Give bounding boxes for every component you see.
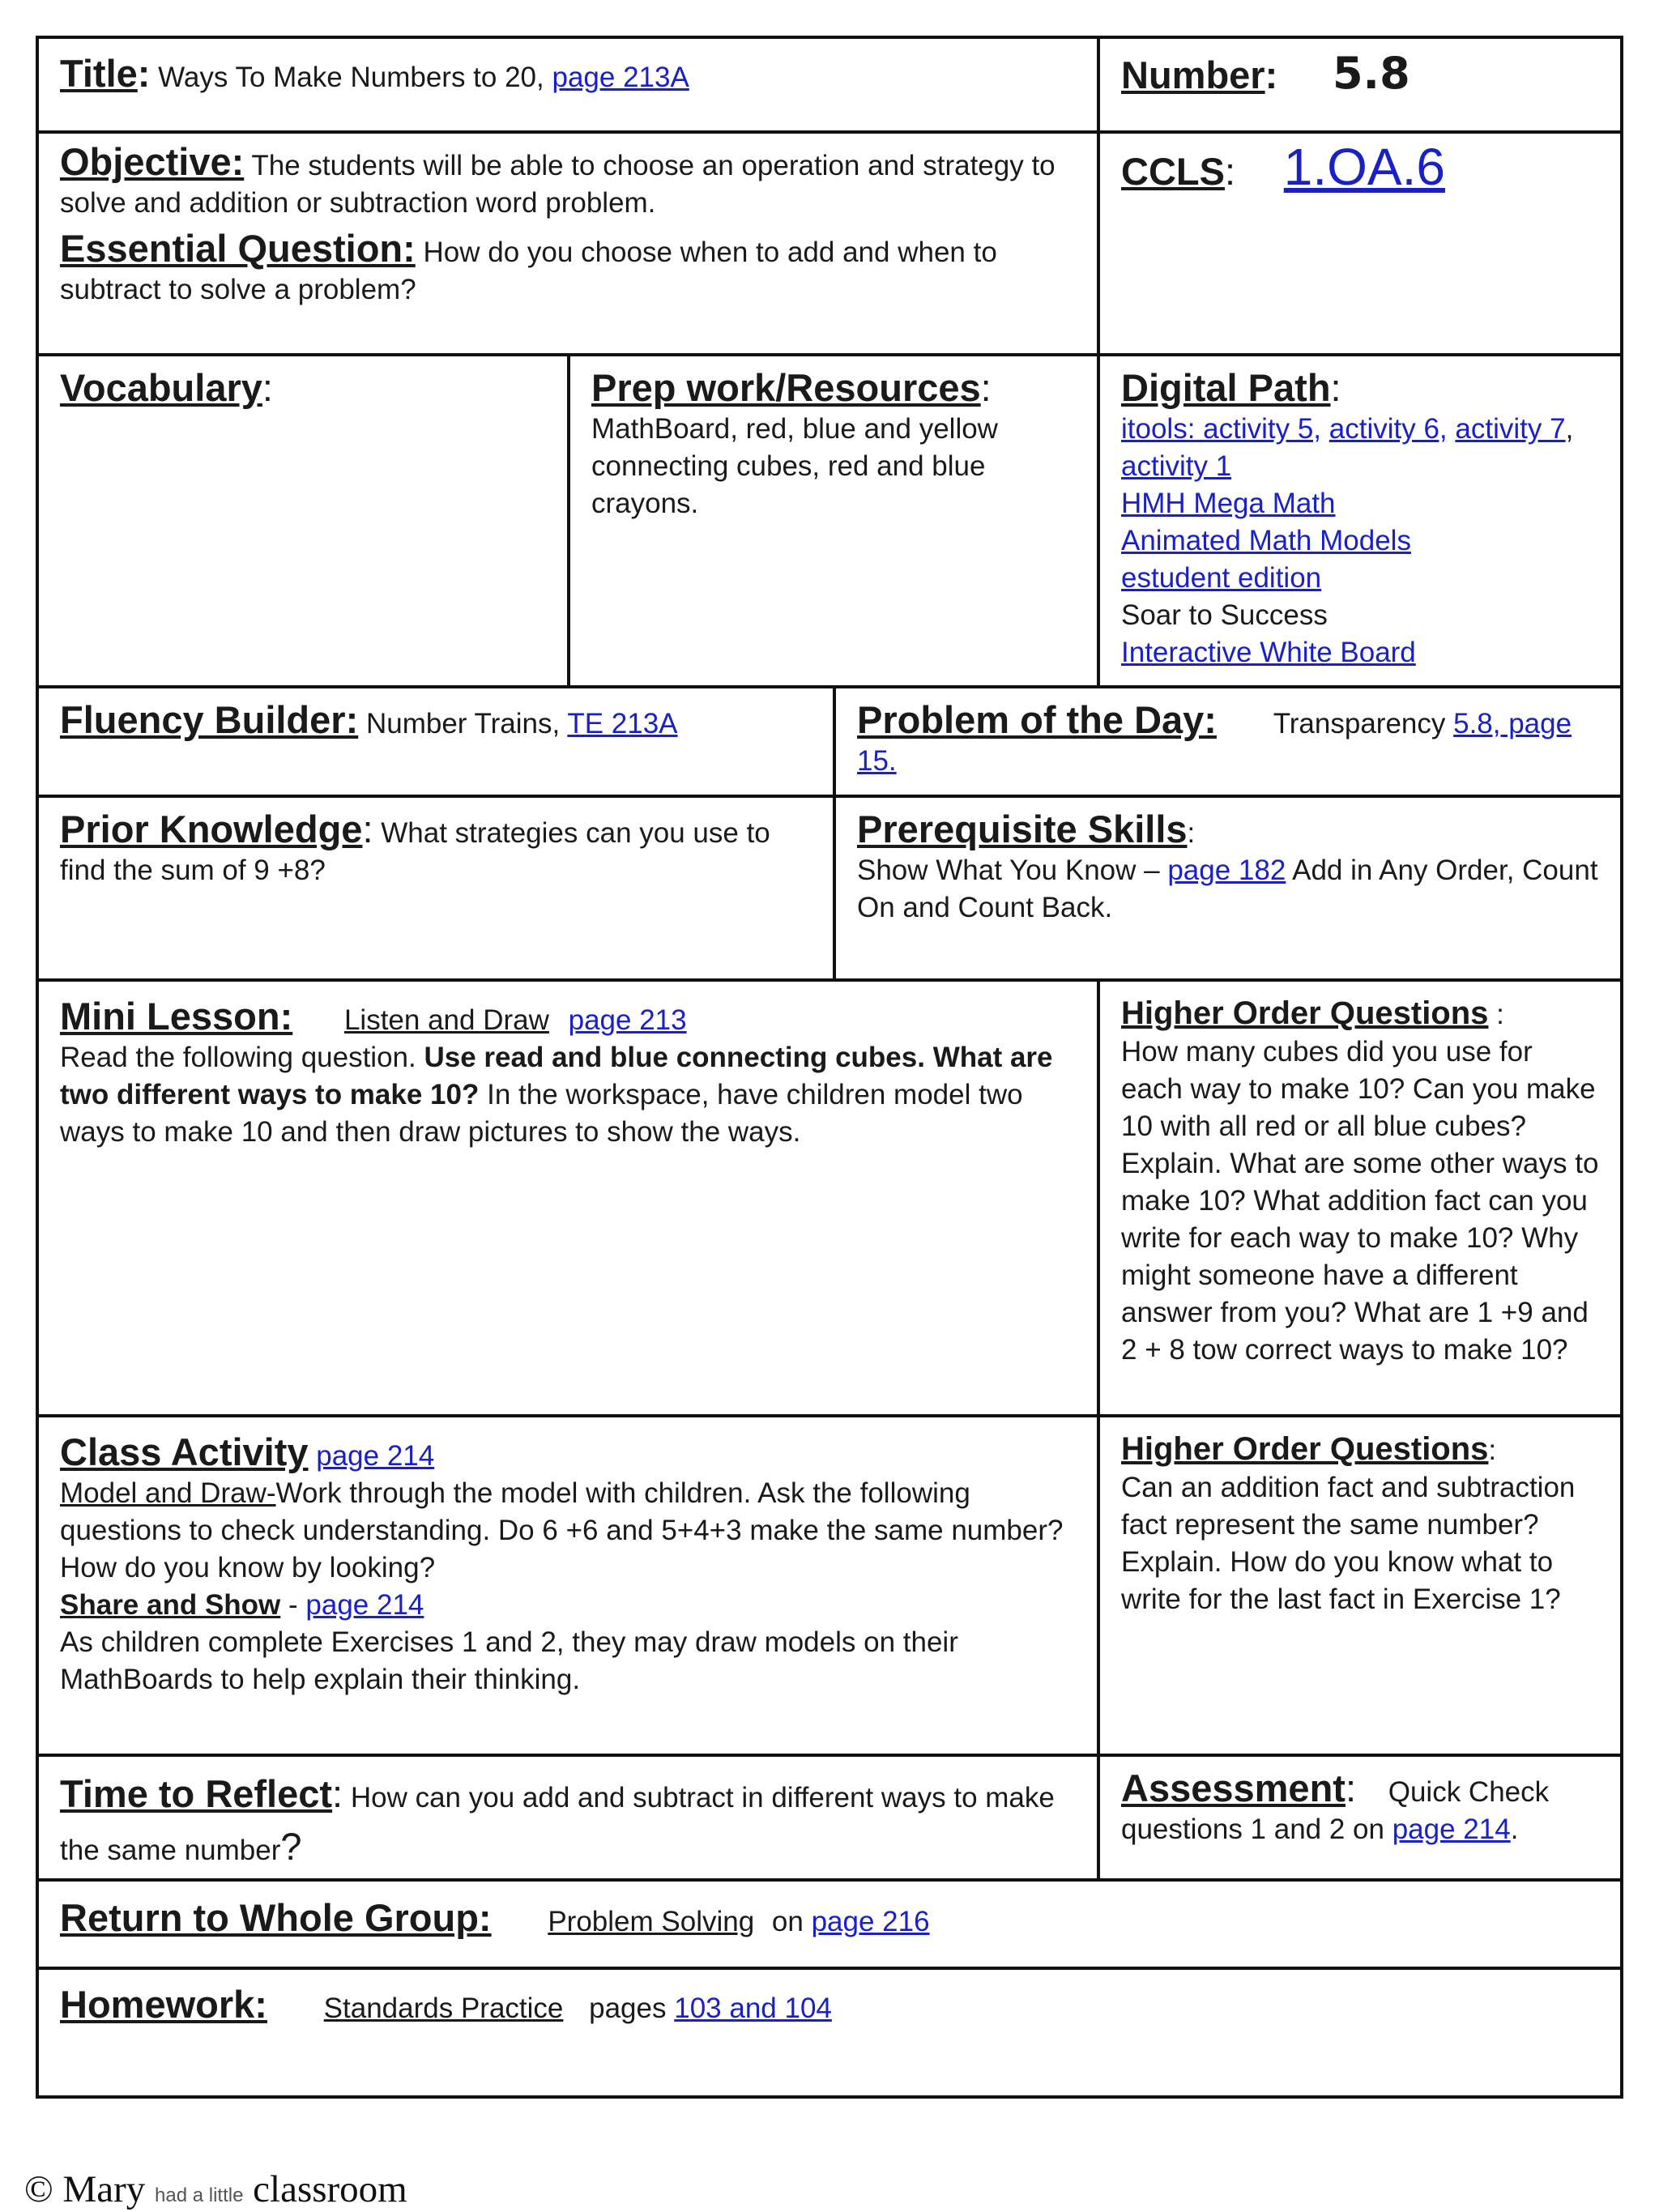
mega-math-link[interactable]: HMH Mega Math (1121, 488, 1336, 519)
digital-path-heading: Digital Path (1121, 366, 1331, 409)
homework-pages-link[interactable]: 103 and 104 (674, 1993, 832, 2024)
higher-order-questions-text: How many cubes did you use for each way to make 10? Can you make 10 with all red or all blue cubes? Explain. What are some other ways to make 10? What addition fact can you write for each way to make 10? Why might someone have a different answer from you? What are 1 +9 and 2 + 8 tow correct ways to make 10? (1121, 1036, 1599, 1366)
prep-work-cell: Prep work/Resources: MathBoard, red, blue and yellow connecting cubes, red and blue crayons. (570, 356, 1097, 685)
objective-cell (39, 134, 1097, 353)
fluency-builder-text: Number Trains, (365, 708, 561, 739)
mini-lesson-page-link[interactable]: page 213 (568, 1004, 687, 1036)
activity-1-link[interactable]: activity 1 (1121, 450, 1232, 482)
assessment-cell: Assessment: Quick Check questions 1 and 2 on page 214. (1121, 1767, 1550, 1845)
whole-group-cell (39, 1882, 1620, 1967)
model-and-draw-text: Work through the model with children. Ask the following questions to check understanding. Do 6 +6 and 5+4+3 make the same number? How do you know by looking? (60, 1477, 1064, 1583)
time-to-reflect-cell: Time to Reflect: How can you add and subtract in different ways to make the same number? (60, 1772, 1055, 1868)
whole-group-heading: Return to Whole Group: (60, 1896, 492, 1939)
share-and-show-text: As children complete Exercises 1 and 2, they may draw models on their MathBoards to help explain their thinking. (60, 1626, 958, 1695)
title-page-link[interactable]: page 213A (552, 62, 689, 93)
ccls-heading: CCLS (1121, 150, 1225, 193)
activity-7-link[interactable]: activity 7 (1455, 413, 1566, 445)
assessment-heading: Assessment (1121, 1767, 1346, 1809)
ccls-standard-link[interactable]: 1.OA.6 (1283, 138, 1445, 196)
soar-to-success-text: Soar to Success (1121, 599, 1328, 631)
vocabulary-cell: Vocabulary: (60, 366, 273, 409)
standards-practice-label: Standards Practice (323, 1993, 564, 2024)
assessment-page-link[interactable]: page 214 (1392, 1813, 1511, 1845)
digital-path-cell: Digital Path: itools: activity 5, activity 6, activity 7, activity 1 HMH Mega Math Animated Math Models estudent edition Soar to Success Interactive White Board (1100, 356, 1620, 685)
problem-of-day-text: Transparency (1273, 708, 1446, 739)
title-text: Ways To Make Numbers to 20, (158, 62, 544, 93)
lesson-plan-sheet (36, 36, 1623, 2099)
problem-of-day-cell (836, 688, 1620, 795)
share-and-show-label: Share and Show (60, 1589, 281, 1621)
homework-pages-text: pages (589, 1993, 667, 2024)
mini-lesson-text: Read the following question. (60, 1042, 416, 1073)
share-and-show-page-link[interactable]: page 214 (305, 1589, 424, 1621)
animated-math-models-link[interactable]: Animated Math Models (1121, 525, 1411, 556)
objective-heading: Objective: (60, 140, 245, 183)
fluency-builder-link[interactable]: TE 213A (567, 708, 678, 739)
problem-solving-label: Problem Solving (548, 1906, 755, 1937)
class-activity-cell: Class Activity page 214 Model and Draw-Work through the model with children. Ask the following questions to check understanding. Do 6 +6 and 5+4+3 make the same number? How do you know by looking? Share and Show - page 214 As children complete Exercises 1 and 2, they may draw models on their MathBoards to help explain their thinking. (39, 1417, 1097, 1754)
mini-lesson-subtitle: Listen and Draw (343, 1004, 549, 1036)
prep-work-heading: Prep work/Resources (591, 366, 981, 409)
higher-order-questions-cell: Higher Order Questions : How many cubes did you use for each way to make 10? Can you make 10 with all red or all blue cubes? Explain. What are some other ways to make 10? What addition fact can you write for each way to make 10? Why might someone have a different answer from you? What are 1 +9 and 2 + 8 tow correct ways to make 10? (1100, 982, 1620, 1414)
problem-of-day-heading: Problem of the Day: (857, 698, 1217, 741)
title-cell: Title: Ways To Make Numbers to 20, page 213A (60, 52, 689, 95)
homework-cell (39, 1970, 1620, 2095)
interactive-white-board-link[interactable]: Interactive White Board (1121, 637, 1416, 668)
lesson-number: 5.8 (1332, 48, 1410, 99)
higher-order-questions-cell-2: Higher Order Questions: Can an addition fact and subtraction fact represent the same number? Explain. How do you know what to write for the last fact in Exercise 1? (1100, 1417, 1620, 1754)
mini-lesson-text-2: In the workspace, have children model two ways to make 10 and then draw pictures to show the ways. (60, 1079, 1023, 1148)
number-cell: Number: 5.8 (1121, 48, 1410, 99)
homework-heading: Homework: (60, 1983, 267, 2026)
higher-order-questions-text-2: Can an addition fact and subtraction fact represent the same number? Explain. How do you know what to write for the last fact in Exercise 1? (1121, 1472, 1576, 1615)
prerequisite-text-2: Add in Any Order, Count On and Count Back. (857, 855, 1598, 923)
essential-question-text: How do you choose when to add and when to subtract to solve a problem? (60, 237, 997, 305)
higher-order-questions-heading: Higher Order Questions (1121, 995, 1489, 1031)
mini-lesson-cell (39, 982, 1097, 1414)
whole-group-on: on (771, 1906, 804, 1937)
prerequisite-text: Show What You Know – (857, 855, 1160, 886)
fluency-builder-heading: Fluency Builder: (60, 698, 359, 741)
activity-6-link[interactable]: activity 6, (1328, 413, 1448, 445)
fluency-builder-cell (39, 688, 833, 795)
estudent-edition-link[interactable]: estudent edition (1121, 562, 1322, 594)
prerequisite-page-link[interactable]: page 182 (1167, 855, 1286, 886)
vocabulary-heading: Vocabulary (60, 366, 262, 409)
copyright-text: © Mary (24, 2168, 146, 2210)
class-activity-page-link[interactable]: page 214 (316, 1440, 435, 1472)
assessment-text: Quick Check questions 1 and 2 on (1121, 1776, 1550, 1845)
problem-of-day-link[interactable]: 5.8, page 15. (857, 708, 1572, 777)
time-to-reflect-heading: Time to Reflect (60, 1772, 333, 1815)
model-and-draw-label: Model and Draw- (60, 1477, 276, 1509)
ccls-cell: CCLS: 1.OA.6 (1121, 138, 1445, 196)
essential-question-heading: Essential Question: (60, 227, 416, 270)
mini-lesson-heading: Mini Lesson: (60, 995, 293, 1038)
prior-knowledge-cell: Prior Knowledge: What strategies can you use to find the sum of 9 +8? (60, 808, 770, 886)
prior-knowledge-heading: Prior Knowledge (60, 808, 363, 850)
copyright-footer (24, 2167, 407, 2211)
whole-group-page-link[interactable]: page 216 (811, 1906, 930, 1937)
footer-small-text: had a little (155, 2184, 244, 2206)
title-heading: Title (60, 52, 138, 95)
number-heading: Number (1121, 53, 1265, 96)
class-activity-heading: Class Activity (60, 1430, 309, 1473)
higher-order-questions-heading-2: Higher Order Questions (1121, 1431, 1489, 1467)
prerequisite-skills-cell: Prerequisite Skills: Show What You Know – page 182 Add in Any Order, Count On and Count Back. (857, 808, 1598, 923)
time-to-reflect-text: How can you add and subtract in different ways to make the same number (60, 1782, 1055, 1866)
itools-activity-5-link[interactable]: itools: activity 5, (1121, 413, 1322, 445)
prerequisite-skills-heading: Prerequisite Skills (857, 808, 1188, 850)
objective-text: The students will be able to choose an operation and strategy to solve and addition or subtraction word problem. (60, 150, 1056, 219)
prep-work-text: MathBoard, red, blue and yellow connecting cubes, red and blue crayons. (591, 413, 998, 519)
prior-knowledge-text: What strategies can you use to find the sum of 9 +8? (60, 817, 770, 886)
mini-lesson-question: Use read and blue connecting cubes. What are two different ways to make 10? (60, 1042, 1053, 1110)
footer-classroom-text: classroom (253, 2168, 407, 2210)
